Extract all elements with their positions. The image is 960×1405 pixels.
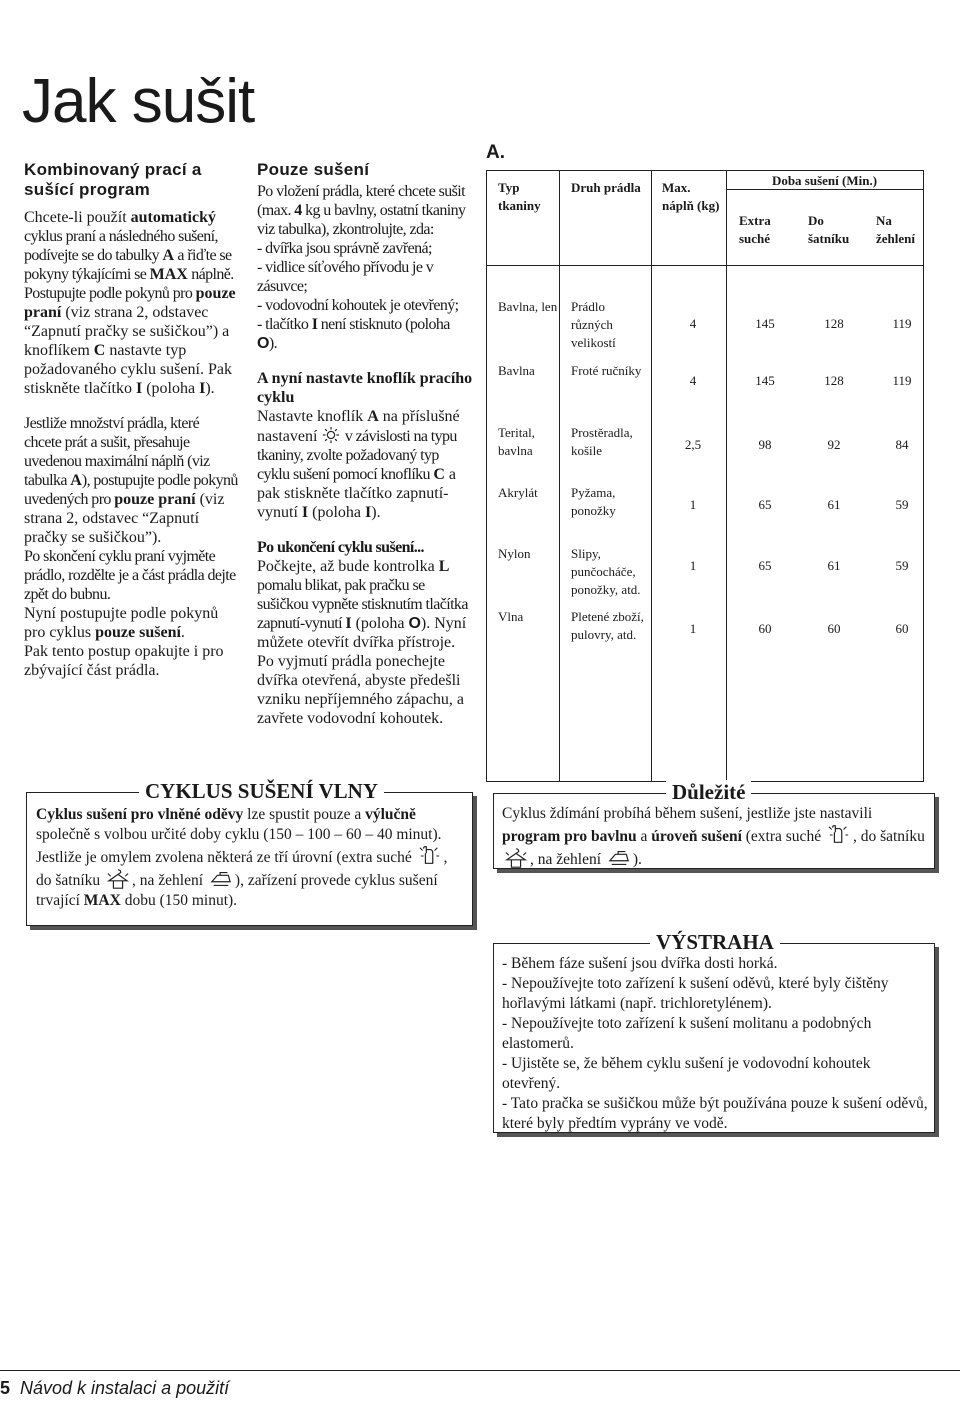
cell-max-load: 4 bbox=[689, 373, 697, 388]
cell-max-load: 4 bbox=[689, 316, 697, 331]
iron-dry-icon bbox=[207, 868, 235, 890]
table-body bbox=[486, 170, 924, 782]
iron-dry-icon bbox=[605, 847, 633, 869]
important-title: Důležité bbox=[666, 780, 751, 804]
cell-laundry-kind: Pyžama, ponožky bbox=[571, 485, 616, 518]
after-drying-paragraph bbox=[257, 557, 473, 728]
text-bold: O bbox=[408, 615, 421, 632]
text: Počkejte, až bude kontrolka bbox=[257, 558, 439, 575]
text-bold: A bbox=[162, 247, 175, 264]
table-title: A. bbox=[486, 142, 505, 163]
text: cyklus praní a následného sušení, podívejte se do tabulky bbox=[24, 228, 218, 264]
warning-item: - Tato pračka se sušičkou může být používána pouze k sušení oděvů, které byly předtím vyprány ve vodě. bbox=[502, 1095, 928, 1132]
drying-only-heading: Pouze sušení bbox=[257, 160, 370, 179]
extra-dry-icon bbox=[825, 824, 853, 846]
cell-extra-dry: 98 bbox=[758, 437, 772, 452]
text: není stisknuto (poloha bbox=[317, 316, 450, 333]
text: lze spustit pouze a bbox=[243, 806, 366, 823]
text: Jestliže množství prádla, které chcete prát a sušit, přesahuje uvedenou maximální náplň (viz tabulka bbox=[24, 415, 210, 489]
text-bold: I bbox=[345, 615, 352, 632]
text-bold: A bbox=[70, 472, 82, 489]
warning-title: VÝSTRAHA bbox=[650, 930, 780, 954]
cell-extra-dry: 60 bbox=[758, 621, 772, 636]
table-border bbox=[486, 171, 487, 781]
header-laundry-kind: Druh prádla bbox=[571, 180, 641, 195]
text: v závislosti na typu tkaniny, zvolte požadovaný typ cyklu sušení pomocí knoflíku bbox=[257, 428, 457, 483]
drying-table bbox=[486, 140, 924, 642]
text: kg u bavlny, ostatní tkaniny viz tabulka), zkontrolujte, zda: bbox=[257, 202, 466, 238]
header-extra-dry: Extra suché bbox=[739, 213, 771, 246]
text: ). bbox=[268, 335, 277, 352]
warning-item: - Nepoužívejte toto zařízení k sušení molitanu a podobných elastomerů. bbox=[502, 1015, 872, 1052]
cell-fabric-type: Vlna bbox=[498, 609, 524, 624]
cell-laundry-kind: Pletené zboží, pulovry, atd. bbox=[571, 609, 644, 642]
page-title: Jak sušit bbox=[22, 67, 255, 136]
combined-program-section bbox=[24, 160, 238, 680]
text: ), zařízení provede cyklus sušení trvající bbox=[36, 872, 438, 909]
text: náplně. Postupujte podle pokynů pro bbox=[24, 266, 234, 302]
cell-fabric-type: Terital, bavlna bbox=[498, 425, 535, 458]
cell-ironing: 59 bbox=[895, 497, 909, 512]
text-bold: O bbox=[257, 335, 269, 352]
text-bold: automatický bbox=[130, 209, 216, 226]
cell-extra-dry: 65 bbox=[758, 558, 772, 573]
text: a řiďte se pokyny týkajícími se bbox=[24, 247, 232, 283]
overload-paragraph bbox=[24, 414, 238, 547]
drying-only-section bbox=[257, 160, 473, 728]
check-item: - vodovodní kohoutek je otevřený; bbox=[257, 297, 459, 314]
sun-dry-icon bbox=[321, 426, 341, 444]
header-max-load: Max. náplň (kg) bbox=[662, 180, 720, 213]
text: Cyklus ždímání probíhá během sušení, jestliže jste nastavili bbox=[502, 805, 873, 822]
check-item bbox=[257, 315, 473, 353]
text-bold: výlučně bbox=[365, 806, 416, 823]
text: , do šatníku bbox=[36, 849, 448, 889]
text: (poloha bbox=[351, 615, 409, 632]
cell-wardrobe: 92 bbox=[827, 437, 841, 452]
set-knob-paragraph bbox=[257, 407, 473, 522]
text-bold: I bbox=[199, 380, 206, 397]
text-bold: A bbox=[367, 408, 379, 425]
important-box bbox=[493, 780, 935, 869]
text-bold: MAX bbox=[149, 266, 188, 283]
cell-fabric-type: Nylon bbox=[498, 546, 531, 561]
text-bold: C bbox=[93, 342, 106, 359]
text: na příslušné nastavení bbox=[257, 408, 460, 445]
text: , na žehlení bbox=[132, 872, 207, 889]
text-bold: pouze praní bbox=[24, 285, 236, 321]
cell-ironing: 119 bbox=[892, 316, 912, 331]
warning-item: - Během fáze sušení jsou dvířka dosti horká. bbox=[502, 955, 778, 972]
text: ). bbox=[205, 380, 215, 397]
text-bold: MAX bbox=[83, 892, 121, 909]
text: pomalu blikat, pak pračku se sušičkou vypněte stisknutím tlačítka zapnutí-vynutí bbox=[257, 577, 468, 632]
cell-max-load: 1 bbox=[689, 621, 697, 636]
footer-rule bbox=[0, 1370, 960, 1371]
text-bold: pouze sušení bbox=[95, 624, 181, 641]
footer-text: Návod k instalaci a použití bbox=[20, 1378, 230, 1398]
text: - tlačítko bbox=[257, 316, 312, 333]
text: Chcete-li použít bbox=[24, 209, 131, 226]
text: ). Nyní můžete otevřít dvířka přístroje. Po vyjmutí prádla ponechejte dvířka otevřená, abyste předešli vzniku nepříjemného zápachu, a zavřete vodovodní kohoutek. bbox=[257, 615, 467, 727]
drying-only-intro bbox=[257, 182, 473, 239]
cell-max-load: 1 bbox=[689, 497, 697, 512]
extra-dry-icon bbox=[416, 845, 444, 867]
wool-drying-p1 bbox=[36, 805, 464, 845]
cell-fabric-type: Akrylát bbox=[498, 485, 538, 500]
warning-list bbox=[502, 954, 928, 1134]
repeat-paragraph: Pak tento postup opakujte i pro zbývající část prádla. bbox=[24, 643, 224, 679]
cell-laundry-kind: Prádlo různých velikostí bbox=[571, 299, 616, 350]
cell-laundry-kind: Froté ručníky bbox=[571, 363, 642, 378]
cell-extra-dry: 145 bbox=[755, 373, 775, 388]
text: Nastavte knoflík bbox=[257, 408, 368, 425]
table-divider bbox=[726, 171, 727, 781]
warning-box bbox=[493, 930, 935, 1133]
continue-paragraph bbox=[24, 604, 238, 642]
text: , na žehlení bbox=[530, 851, 605, 868]
warning-item: - Ujistěte se, že během cyklu sušení je vodovodní kohoutek otevřený. bbox=[502, 1055, 871, 1092]
text-bold: C bbox=[433, 466, 445, 483]
cell-ironing: 59 bbox=[895, 558, 909, 573]
text: ). bbox=[371, 504, 381, 521]
important-text bbox=[502, 804, 928, 870]
text: (poloha bbox=[308, 504, 365, 521]
text: nastavte typ požadovaného cyklu sušení. Pak stiskněte tlačítko bbox=[24, 342, 232, 397]
text-bold: I bbox=[301, 504, 309, 521]
header-wardrobe: Do šatníku bbox=[808, 213, 850, 246]
text: a pak stiskněte tlačítko zapnutí-vynutí bbox=[257, 466, 457, 521]
cell-fabric-type: Bavlna, len bbox=[498, 299, 558, 314]
text-bold: I bbox=[311, 316, 318, 333]
cell-wardrobe: 60 bbox=[827, 621, 841, 636]
after-wash-paragraph: Po skončení cyklu praní vyjměte prádlo, rozdělte je a část prádla dejte zpět do bubnu. bbox=[24, 548, 236, 603]
footer bbox=[0, 1378, 229, 1399]
cell-laundry-kind: Slipy, punčocháče, ponožky, atd. bbox=[571, 546, 641, 597]
header-fabric-type: Typ tkaniny bbox=[498, 180, 541, 213]
cell-max-load: 2,5 bbox=[684, 437, 702, 452]
cell-ironing: 119 bbox=[892, 373, 912, 388]
cell-max-load: 1 bbox=[689, 558, 697, 573]
check-item: - vidlice síťového přívodu je v zásuvce; bbox=[257, 259, 434, 295]
cell-wardrobe: 61 bbox=[827, 497, 841, 512]
after-drying-subheading: Po ukončení cyklu sušení... bbox=[257, 539, 424, 556]
text: (extra suché bbox=[741, 828, 825, 845]
text-bold: L bbox=[438, 558, 450, 575]
table-divider bbox=[559, 171, 560, 781]
wardrobe-dry-icon bbox=[104, 868, 132, 890]
text: (viz strana 2, odstavec “Zapnutí pračky se sušičkou”) a knoflíkem bbox=[24, 304, 230, 359]
text-bold: program pro bavlnu bbox=[502, 828, 637, 845]
wool-drying-text bbox=[36, 805, 464, 911]
page-number: 5 bbox=[0, 1378, 11, 1398]
text: dobu (150 minut). bbox=[120, 892, 238, 909]
wool-drying-box bbox=[26, 779, 473, 926]
text-bold: I bbox=[365, 504, 372, 521]
cell-extra-dry: 65 bbox=[758, 497, 772, 512]
text-bold: úroveň sušení bbox=[651, 828, 742, 845]
wardrobe-dry-icon bbox=[502, 847, 530, 869]
header-ironing: Na žehlení bbox=[876, 213, 915, 246]
text: (viz strana 2, odstavec “Zapnutí pračky se sušičkou”). bbox=[24, 491, 225, 546]
text: a bbox=[636, 828, 652, 845]
cell-wardrobe: 61 bbox=[827, 558, 841, 573]
wool-drying-p2 bbox=[36, 845, 464, 911]
text: Nyní postupujte podle pokynů pro cyklus bbox=[24, 605, 219, 641]
warning-item: - Nepoužívejte toto zařízení k sušení oděvů, které byly čištěny hořlavými látkami (např. trichloretylénem). bbox=[502, 975, 889, 1012]
text-bold: Cyklus sušení pro vlněné oděvy bbox=[36, 806, 244, 823]
text: , do šatníku bbox=[852, 828, 925, 845]
set-knob-subheading: A nyní nastavte knoflík pracího cyklu bbox=[257, 370, 473, 406]
text: (poloha bbox=[142, 380, 200, 397]
cell-extra-dry: 145 bbox=[755, 316, 775, 331]
wool-drying-title: CYKLUS SUŠENÍ VLNY bbox=[139, 779, 384, 803]
cell-wardrobe: 128 bbox=[824, 316, 844, 331]
text-bold: pouze praní bbox=[114, 491, 196, 508]
text-bold: I bbox=[135, 380, 143, 397]
header-drying-time: Doba sušení (Min.) bbox=[771, 173, 878, 188]
table-divider bbox=[651, 171, 652, 781]
text: ), postupujte podle pokynů uvedených pro bbox=[24, 472, 238, 508]
cell-wardrobe: 128 bbox=[824, 373, 844, 388]
text-bold: 4 bbox=[294, 202, 302, 219]
table-divider bbox=[486, 265, 924, 266]
text: Jestliže je omylem zvolena některá ze tří úrovní (extra suché bbox=[36, 849, 416, 866]
cell-fabric-type: Bavlna bbox=[498, 363, 535, 378]
cell-ironing: 84 bbox=[895, 437, 909, 452]
text: ). bbox=[632, 851, 642, 868]
combined-program-heading: Kombinovaný prací a sušící program bbox=[24, 160, 202, 199]
combined-program-paragraph bbox=[24, 208, 238, 398]
table-border bbox=[923, 171, 924, 781]
cell-laundry-kind: Prostěradla, košile bbox=[571, 425, 633, 458]
cell-ironing: 60 bbox=[895, 621, 909, 636]
check-item: - dvířka jsou správně zavřená; bbox=[257, 240, 432, 257]
text: . bbox=[180, 624, 185, 641]
text: společně s volbou určité doby cyklu (150 – 100 – 60 – 40 minut). bbox=[36, 826, 442, 843]
text: Po vložení prádla, které chcete sušit (max. bbox=[257, 183, 465, 219]
